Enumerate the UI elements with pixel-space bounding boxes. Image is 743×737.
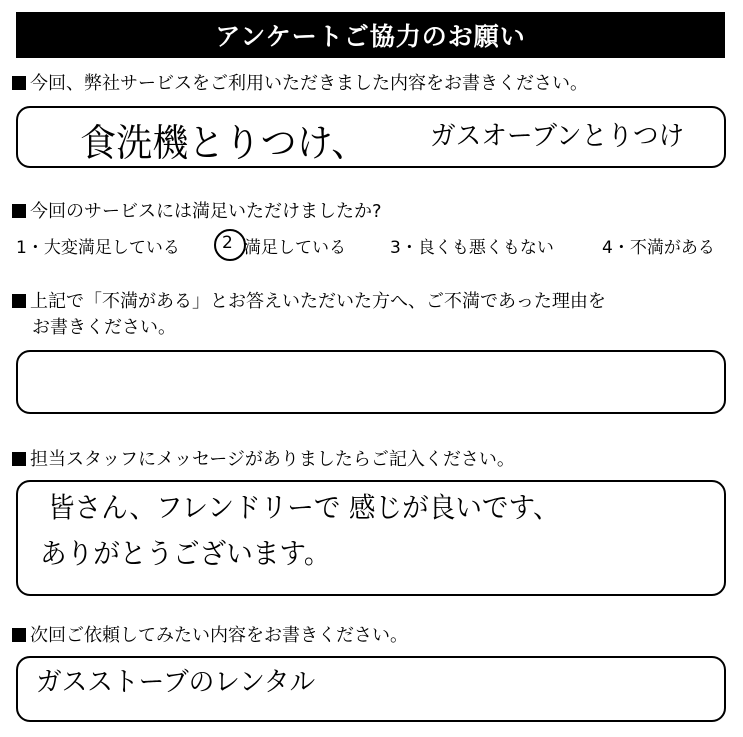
square-bullet-icon	[12, 628, 26, 642]
survey-title: アンケートご協力のお願い	[16, 12, 725, 58]
square-bullet-icon	[12, 452, 26, 466]
question-3-line2: お書きください。	[32, 317, 176, 338]
answer-box-3[interactable]	[16, 350, 726, 414]
square-bullet-icon	[12, 204, 26, 218]
square-bullet-icon	[12, 76, 26, 90]
option-4[interactable]: 4・不満がある	[602, 238, 715, 258]
question-4-text: 担当スタッフにメッセージがありましたらご記入ください。	[30, 449, 515, 470]
question-1	[12, 72, 588, 96]
option-3[interactable]: 3・良くも悪くもない	[390, 238, 554, 258]
answer-5: ガスストーブのレンタル	[36, 667, 316, 698]
option-2-label[interactable]: 満足している	[244, 238, 346, 258]
answer-4-line2: ありがとうございます。	[40, 537, 331, 570]
option-1[interactable]: 1・大変満足している	[16, 238, 180, 258]
question-4	[12, 448, 515, 472]
option-2-number[interactable]: 2	[222, 233, 233, 253]
question-2	[12, 200, 382, 224]
answer-4-line1: 皆さん、フレンドリーで 感じが良いです、	[48, 491, 560, 524]
question-5	[12, 624, 408, 648]
question-5-text: 次回ご依頼してみたい内容をお書きください。	[30, 625, 408, 646]
question-3-text-line1: 上記で「不満がある」とお答えいただいた方へ、ご不満であった理由を	[30, 291, 606, 312]
answer-1-part1: 食洗機とりつけ、	[80, 121, 368, 165]
question-1-text: 今回、弊社サービスをご利用いただきました内容をお書きください。	[30, 73, 588, 94]
question-2-text: 今回のサービスには満足いただけましたか?	[30, 201, 382, 222]
answer-1-part2: ガスオーブンとりつけ	[430, 121, 685, 152]
square-bullet-icon	[12, 294, 26, 308]
question-3	[12, 290, 606, 314]
